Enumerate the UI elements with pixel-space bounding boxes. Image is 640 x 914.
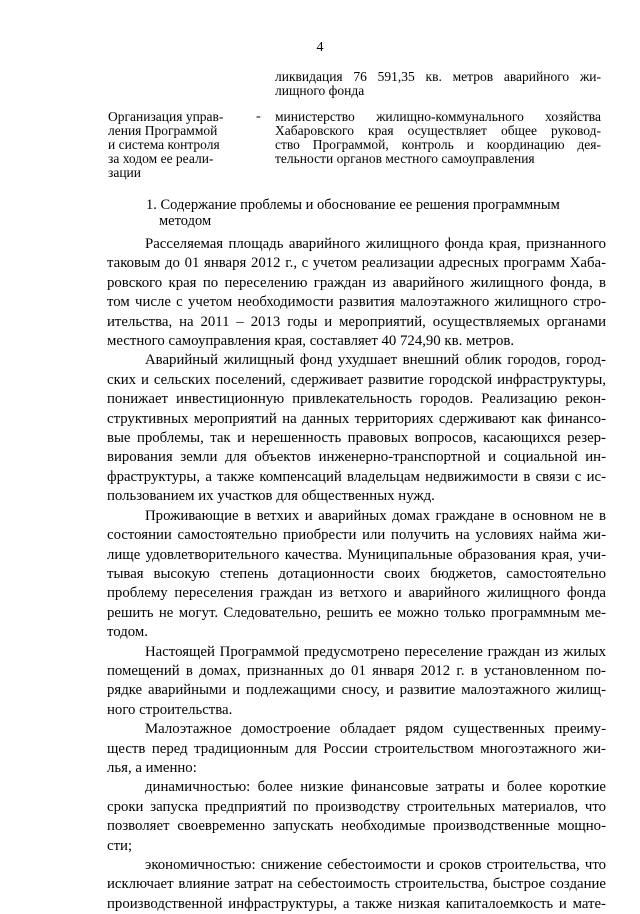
row-management-label-line: ления Программой bbox=[108, 123, 218, 138]
paragraph-line: лище удовлетворительного качества. Муниципальные образования края, учи- bbox=[107, 546, 606, 563]
section-heading-line: методом bbox=[159, 213, 212, 229]
paragraph-line: вые проблемы, так и нерешенность правовых вопросов, касающихся резер- bbox=[107, 430, 606, 447]
row-management-value bbox=[275, 110, 601, 166]
row-management-label-line: зации bbox=[108, 165, 141, 180]
paragraph-line: рядке аварийными и подлежащими сносу, и развитие малоэтажного жилищ- bbox=[107, 682, 606, 699]
paragraph-line: том числе с учетом необходимости развития малоэтажного жилищного стро- bbox=[107, 294, 606, 311]
paragraph bbox=[107, 778, 606, 856]
paragraph-line: Настоящей Программой предусмотрено переселение граждан из жилых bbox=[145, 643, 606, 660]
paragraph-line: сроки запуска предприятий по производству строительных материалов, что bbox=[107, 798, 606, 815]
row-management-value-line: Хабаровского края осуществляет общее руковод- bbox=[275, 123, 601, 138]
paragraph-line: ного строительства. bbox=[107, 701, 233, 718]
row-management-label-line: Организация управ- bbox=[108, 109, 224, 124]
row-management-value-line: тельности органов местного самоуправления bbox=[275, 151, 535, 166]
paragraph-line: Расселяемая площадь аварийного жилищного фонда края, признанного bbox=[145, 236, 606, 252]
paragraph bbox=[107, 856, 606, 914]
paragraph-line: Малоэтажное домостроение обладает рядом существенных преиму- bbox=[145, 721, 606, 738]
row-management-value-line: министерство жилищно-коммунального хозяйства bbox=[275, 109, 601, 124]
paragraph-line: ровского края по переселению граждан из аварийного жилищного фонда, в bbox=[107, 274, 606, 291]
paragraph bbox=[107, 643, 606, 721]
row-result-value-line: лищного фонда bbox=[275, 83, 365, 98]
paragraph bbox=[107, 235, 606, 351]
row-management-value-line: ство Программой, контроль и координацию дея- bbox=[275, 137, 601, 152]
paragraph-line: тодом. bbox=[107, 624, 148, 641]
row-result-value-line: ликвидация 76 591,35 кв. метров аварийного жи- bbox=[275, 69, 601, 84]
section-heading-line: 1. Содержание проблемы и обоснование ее решения программным bbox=[146, 197, 560, 213]
body-text bbox=[107, 235, 606, 914]
paragraph-line: лья, а именно: bbox=[107, 759, 197, 776]
paragraph bbox=[107, 351, 606, 506]
paragraph-line: Проживающие в ветхих и аварийных домах граждане в основном не в bbox=[145, 507, 606, 524]
paragraph-line: состоянии самостоятельно приобрести или получить на условиях найма жи- bbox=[107, 527, 606, 544]
paragraph-line: позволяет своевременно запускать необходимые производственные мощно- bbox=[107, 818, 606, 835]
paragraph-line: экономичностью: снижение себестоимости и сроков строительства, что bbox=[145, 857, 606, 873]
paragraph-line: ществ перед традиционным для России строительством многоэтажного жи- bbox=[107, 740, 606, 757]
section-heading bbox=[146, 197, 606, 229]
row-management-label bbox=[108, 110, 246, 180]
paragraph-line: ских и сельских поселений, сдерживает развитие городской инфраструктуры, bbox=[107, 371, 606, 388]
paragraph-line: понижает инвестиционную привлекательность городов. Реализацию рекон- bbox=[107, 391, 606, 408]
paragraph-line: решить не могут. Следовательно, решить ее можно только программным ме- bbox=[107, 604, 606, 621]
paragraph-line: динамичностью: более низкие финансовые затраты и более короткие bbox=[145, 779, 606, 796]
paragraph bbox=[107, 720, 606, 778]
paragraph-line: сти; bbox=[107, 837, 133, 854]
paragraph-line: ительства, на 2011 – 2013 годы и мероприятий, осуществляемых органами bbox=[107, 313, 606, 330]
paragraph-line: Аварийный жилищный фонд ухудшает внешний облик городов, город- bbox=[145, 352, 606, 369]
paragraph-line: местного самоуправления края, составляет 40 724,90 кв. метров. bbox=[107, 333, 515, 350]
page-number: 4 bbox=[316, 40, 324, 55]
paragraph-line: помещений в домах, признанных до 01 января 2012 г. в установленном по- bbox=[107, 662, 606, 679]
paragraph-line: структивных мероприятий на данных территориях сдерживают как финансо- bbox=[107, 410, 606, 427]
paragraph bbox=[107, 507, 606, 643]
paragraph-line: таковым до 01 января 2012 г., с учетом реализации адресных программ Хаба- bbox=[107, 255, 606, 272]
row-result-value bbox=[275, 70, 601, 98]
paragraph-line: фраструктуры, а также компенсаций владельцам недвижимости в связи с ис- bbox=[107, 468, 606, 485]
paragraph-line: проблему переселения граждан из ветхого и аварийного жилищного фонда bbox=[107, 585, 606, 602]
paragraph-line: вирования земли для объектов инженерно-транспортной и социальной ин- bbox=[107, 449, 606, 466]
row-management-label-line: за ходом ее реали- bbox=[108, 151, 214, 166]
row-management-dash: - bbox=[256, 109, 261, 124]
row-management-label-line: и система контроля bbox=[108, 137, 220, 152]
paragraph-line: производственной инфраструктуры, а также низкая капиталоемкость и мате- bbox=[107, 895, 606, 912]
paragraph-line: тывая высокую степень дотационности своих бюджетов, самостоятельно bbox=[107, 565, 606, 582]
paragraph-line: пользованием их участков для общественных нужд. bbox=[107, 488, 435, 505]
paragraph-line: исключает влияние затрат на себестоимость строительства, быстрое создание bbox=[107, 876, 606, 893]
